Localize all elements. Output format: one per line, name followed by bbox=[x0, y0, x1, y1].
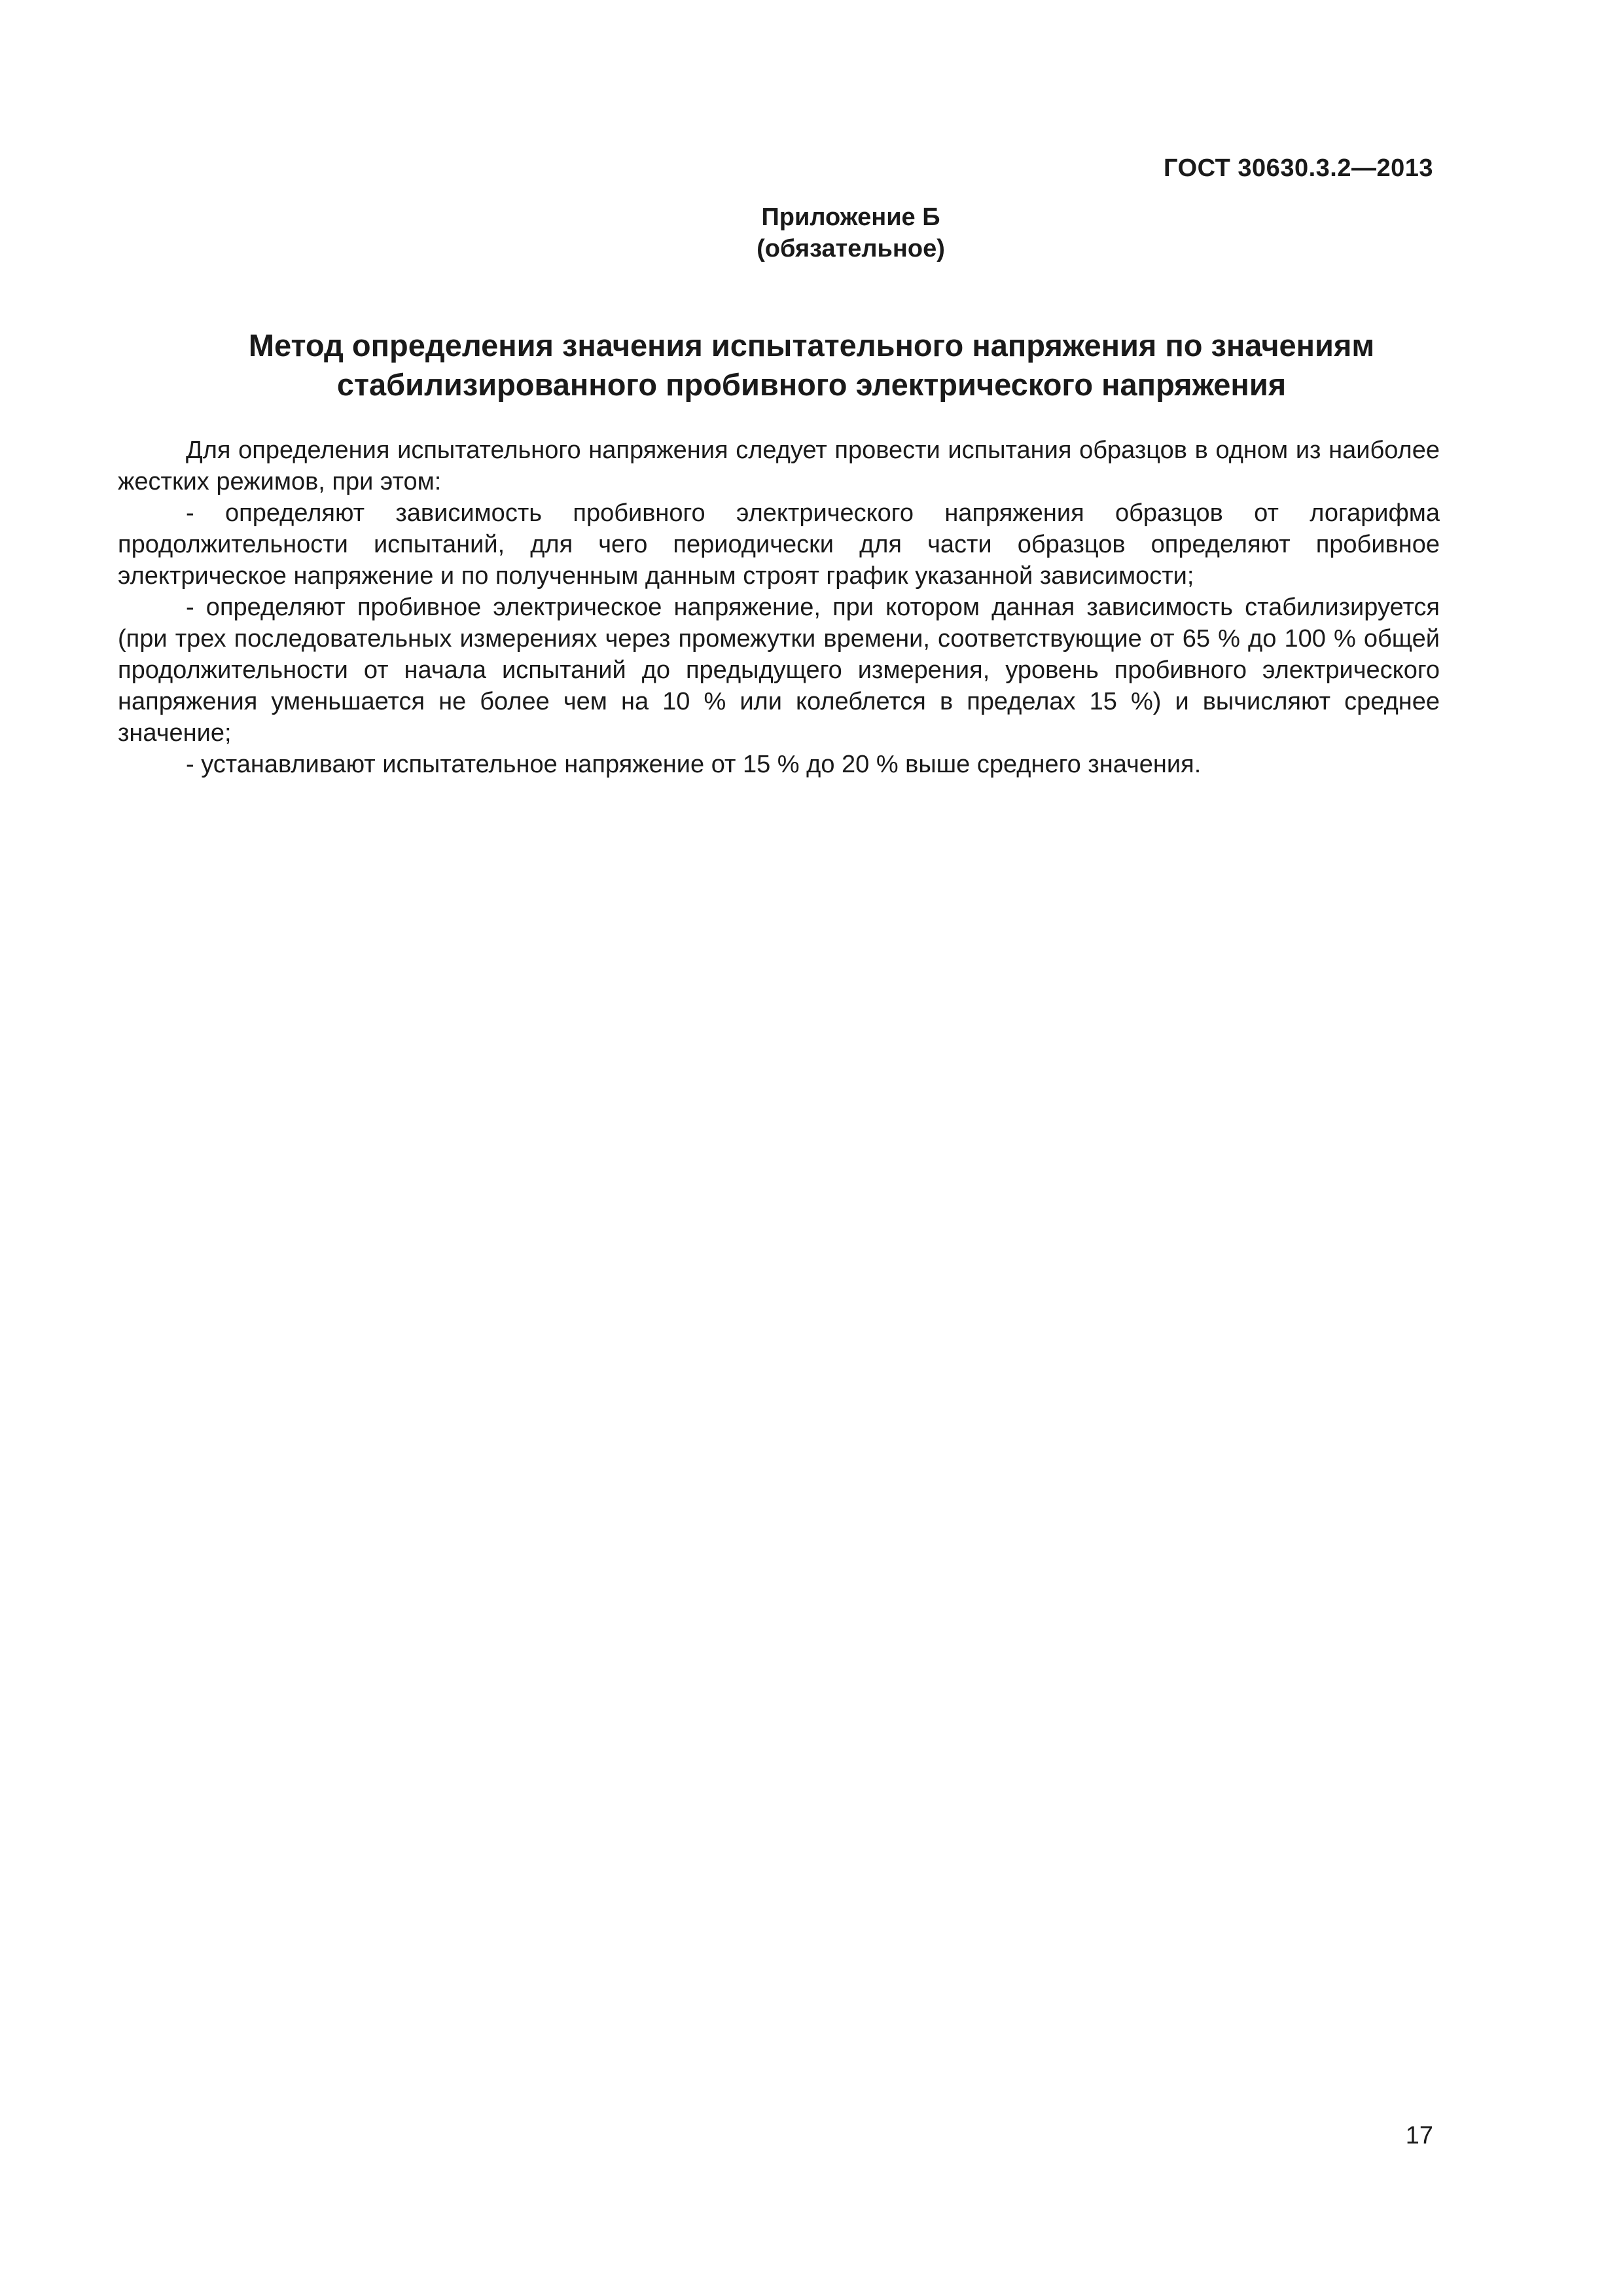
document-code: ГОСТ 30630.3.2—2013 bbox=[1164, 154, 1433, 182]
body-text bbox=[118, 435, 1440, 780]
paragraph-item-2: - определяют пробивное электрическое напряжение, при котором данная зависимость стабилизируется (при трех последовательных измерениях через промежутки времени, соответствующие от 65 % до 100 % общей продолжительности от начала испытаний до предыдущего измерения, уровень пробивного электрического напряжения уменьшается не более чем на 10 % или колеблется в пределах 15 %) и вычисляют среднее значение; bbox=[118, 594, 1440, 747]
appendix-title: Приложение Б bbox=[761, 204, 940, 231]
paragraph-item-1: - определяют зависимость пробивного электрического напряжения образцов от логарифма продолжительности испытаний, для чего периодически для части образцов определяют пробивное электрическое напряжение и по полученным данным строят график указанной зависимости; bbox=[118, 499, 1440, 590]
section-title-line-2: стабилизированного пробивного электрического напряжения bbox=[336, 367, 1287, 402]
page-number: 17 bbox=[1405, 2122, 1433, 2149]
section-title bbox=[118, 326, 1505, 404]
section-title-line-1: Метод определения значения испытательного напряжения по значениям bbox=[248, 328, 1375, 363]
paragraph-intro: Для определения испытательного напряжения следует провести испытания образцов в одном из наиболее жестких режимов, при этом: bbox=[118, 437, 1440, 495]
appendix-status: (обязательное) bbox=[757, 235, 945, 262]
appendix-heading bbox=[0, 202, 1623, 264]
paragraph-item-3: - устанавливают испытательное напряжение от 15 % до 20 % выше среднего значения. bbox=[186, 751, 1202, 778]
